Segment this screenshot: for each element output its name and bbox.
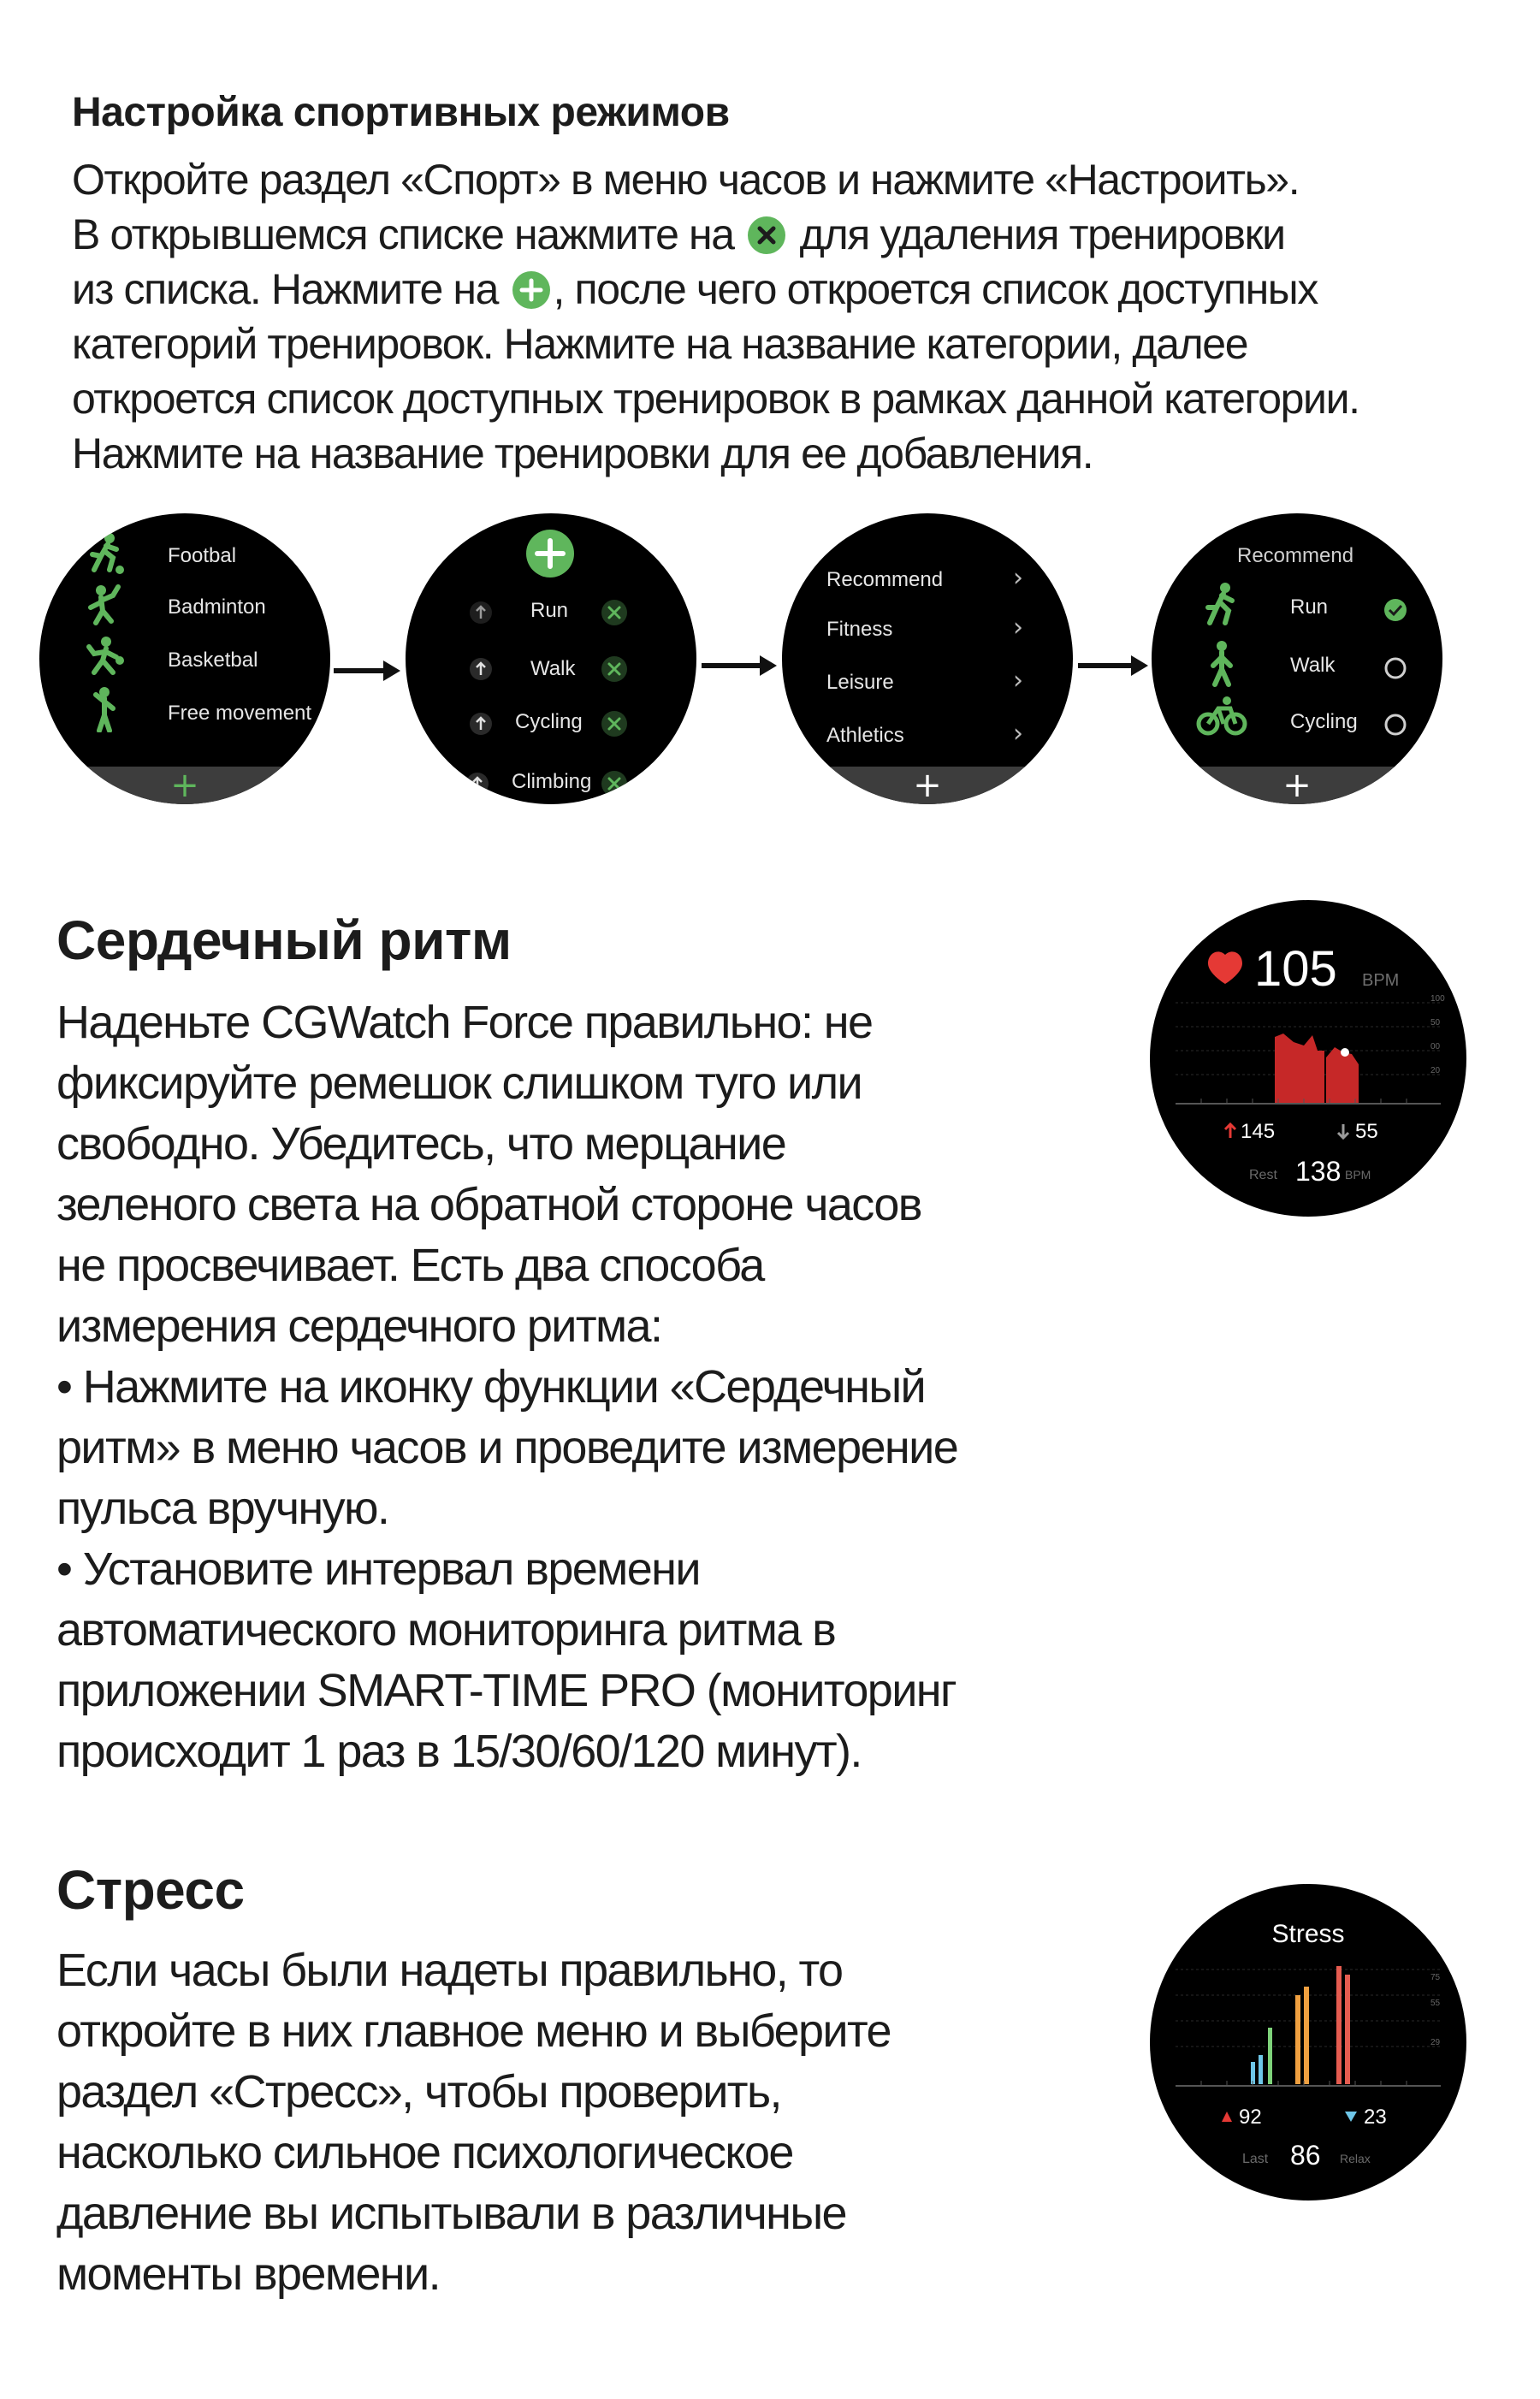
- watch-edit-list: [406, 513, 696, 804]
- watch-category-list: [782, 513, 1073, 804]
- watch-bottom-bar: [39, 767, 330, 804]
- arrow-right-icon: [700, 649, 779, 683]
- heart-text-line: свободно. Убедитесь, что мерцание: [56, 1118, 786, 1170]
- checked-circle-icon[interactable]: [1383, 597, 1408, 623]
- heart-section-text: [56, 992, 1100, 1782]
- axis-tick-label: 100: [1430, 994, 1445, 1004]
- arrow-right-icon: [1076, 649, 1150, 683]
- move-up-icon[interactable]: [469, 601, 493, 625]
- add-circle-icon: [512, 271, 550, 309]
- radio-unchecked-icon[interactable]: [1383, 712, 1408, 737]
- add-button[interactable]: +: [1282, 766, 1312, 804]
- sport-item-label[interactable]: Cycling: [1290, 710, 1358, 733]
- watch-bottom-bar: [1152, 767, 1442, 804]
- heart-text-line: приложении SMART-TIME PRO (мониторинг: [56, 1665, 957, 1716]
- relax-label: Relax: [1340, 2152, 1371, 2165]
- stress-bar: [1336, 1966, 1342, 2084]
- sports-text-line: Откройте раздел «Спорт» в меню часов и нажмите «Настроить».: [72, 156, 1300, 204]
- heart-max: 145: [1241, 1120, 1276, 1143]
- stress-bar: [1295, 1995, 1300, 2084]
- stress-max: 92: [1239, 2106, 1262, 2129]
- sport-item-label[interactable]: Badminton: [168, 595, 266, 619]
- stress-bar: [1304, 1987, 1309, 2084]
- badminton-icon: [84, 583, 127, 626]
- stress-bar: [1259, 2055, 1263, 2084]
- walk-icon: [1205, 640, 1239, 688]
- sports-text-line: [72, 262, 1509, 317]
- remove-circle-icon[interactable]: [601, 599, 628, 626]
- sport-item-label[interactable]: Cycling: [515, 710, 583, 733]
- heart-rate-screen: [1150, 900, 1466, 1217]
- rest-label: Rest: [1249, 1168, 1277, 1182]
- stress-section-text: [56, 1940, 1100, 2305]
- heart-text-line: • Установите интервал времени: [56, 1543, 700, 1595]
- triangle-down-icon: [1345, 2112, 1357, 2122]
- stress-min: 23: [1364, 2106, 1387, 2129]
- arrow-right-icon: [332, 654, 402, 688]
- heart-text-line: зеленого света на обратной стороне часов: [56, 1179, 921, 1230]
- stress-screen: [1150, 1884, 1466, 2201]
- move-up-icon[interactable]: [469, 712, 493, 736]
- heart-icon: [1208, 951, 1242, 984]
- sport-item-label[interactable]: Walk: [530, 657, 576, 680]
- free-movement-icon: [84, 686, 127, 732]
- chevron-right-icon: ›: [1013, 613, 1023, 643]
- watch-sport-list: [39, 513, 330, 804]
- category-item-label[interactable]: Fitness: [826, 618, 893, 641]
- heart-text-line: фиксируйте ремешок слишком туго или: [56, 1057, 862, 1109]
- radio-unchecked-icon[interactable]: [1383, 655, 1408, 681]
- add-button[interactable]: +: [170, 766, 199, 804]
- sport-item-label[interactable]: Run: [1290, 595, 1329, 619]
- remove-circle-icon[interactable]: [601, 770, 628, 797]
- watch-bottom-bar: [782, 767, 1073, 804]
- stress-text-line: раздел «Стресс», чтобы проверить,: [56, 2066, 781, 2118]
- sport-item-label[interactable]: Run: [530, 599, 569, 622]
- sports-text-line: категорий тренировок. Нажмите на название категории, далее: [72, 320, 1248, 368]
- heart-text-line: происходит 1 раз в 15/30/60/120 минут).: [56, 1726, 862, 1777]
- heart-text-line: Наденьте CGWatch Force правильно: не: [56, 997, 873, 1048]
- stress-bar: [1268, 2028, 1272, 2084]
- watch-select-list: [1152, 513, 1442, 804]
- chevron-right-icon: ›: [1013, 719, 1023, 749]
- rest-unit: BPM: [1345, 1168, 1371, 1182]
- watch-stress: [1150, 1884, 1466, 2201]
- sports-text-line: [72, 207, 1509, 262]
- basketball-icon: [84, 635, 127, 678]
- sports-text-fragment: В открывшемся списке нажмите на: [72, 210, 745, 258]
- sports-section-text: [72, 152, 1509, 481]
- heart-text-line: измерения сердечного ритма:: [56, 1300, 662, 1352]
- sports-text-line: Нажмите на название тренировки для ее добавления.: [72, 429, 1093, 477]
- heart-current-dot: [1341, 1048, 1349, 1057]
- last-label: Last: [1242, 2152, 1269, 2166]
- add-button[interactable]: +: [913, 766, 942, 804]
- heart-value: 105: [1254, 941, 1337, 997]
- add-circle-icon[interactable]: [525, 529, 575, 578]
- stress-text-line: откройте в них главное меню и выберите: [56, 2005, 891, 2057]
- sport-item-label[interactable]: Climbing: [512, 770, 592, 793]
- sport-item-label[interactable]: Walk: [1290, 654, 1336, 677]
- arrow-up-icon: [1225, 1124, 1235, 1138]
- stress-text-line: насколько сильное психологическое: [56, 2127, 793, 2178]
- remove-circle-icon[interactable]: [601, 710, 628, 737]
- heart-text-line: не просвечивает. Есть два способа: [56, 1240, 764, 1291]
- heart-text-line: • Нажмите на иконку функции «Сердечный: [56, 1361, 926, 1413]
- axis-tick-label: 20: [1430, 1066, 1441, 1075]
- watch-header: Recommend: [1237, 544, 1354, 567]
- heart-text-line: ритм» в меню часов и проведите измерение: [56, 1422, 958, 1473]
- run-icon: [1199, 582, 1242, 626]
- football-icon: [84, 532, 127, 575]
- watch-heart-rate: [1150, 900, 1466, 1217]
- stress-text-line: моменты времени.: [56, 2248, 440, 2300]
- axis-tick-label: 55: [1430, 1999, 1441, 2008]
- sports-text-fragment: для удаления тренировки: [789, 210, 1285, 258]
- heart-text-line: автоматического мониторинга ритма в: [56, 1604, 836, 1656]
- sport-item-label[interactable]: Basketbal: [168, 649, 258, 672]
- heart-area: [1275, 1034, 1324, 1104]
- stress-text-line: давление вы испытывали в различные: [56, 2188, 846, 2239]
- sports-text-fragment: из списка. Нажмите на: [72, 265, 509, 313]
- axis-tick-label: 75: [1430, 1973, 1441, 1982]
- chevron-right-icon: ›: [1013, 563, 1023, 593]
- heart-section-title: Сердечный ритм: [56, 909, 512, 971]
- arrow-down-icon: [1338, 1124, 1348, 1138]
- cycling-icon: [1196, 696, 1247, 736]
- heart-text-line: пульса вручную.: [56, 1483, 389, 1534]
- sport-item-label[interactable]: Footbal: [168, 544, 237, 567]
- move-up-icon[interactable]: [465, 772, 489, 796]
- axis-tick-label: 29: [1430, 2038, 1441, 2047]
- heart-min: 55: [1355, 1120, 1378, 1143]
- heart-unit: BPM: [1362, 971, 1400, 990]
- category-item-label[interactable]: Leisure: [826, 671, 894, 694]
- remove-circle-icon[interactable]: [601, 655, 628, 683]
- sports-section-title: Настройка спортивных режимов: [72, 90, 730, 135]
- stress-bar: [1345, 1975, 1350, 2084]
- remove-circle-icon: [748, 216, 785, 254]
- chevron-right-icon: ›: [1013, 666, 1023, 696]
- sports-text-line: откроется список доступных тренировок в рамках данной категории.: [72, 375, 1359, 423]
- axis-tick-label: 50: [1430, 1018, 1441, 1028]
- axis-tick-label: 00: [1430, 1042, 1441, 1051]
- move-up-icon[interactable]: [469, 657, 493, 681]
- category-item-label[interactable]: Recommend: [826, 568, 944, 591]
- rest-value: 138: [1295, 1156, 1342, 1187]
- last-value: 86: [1290, 2140, 1321, 2171]
- category-item-label[interactable]: Athletics: [826, 724, 904, 747]
- stress-header: Stress: [1271, 1920, 1345, 1948]
- stress-text-line: Если часы были надеты правильно, то: [56, 1945, 843, 1996]
- triangle-up-icon: [1222, 2112, 1232, 2122]
- stress-section-title: Стресс: [56, 1859, 245, 1921]
- sport-item-label[interactable]: Free movement: [168, 702, 312, 725]
- sports-text-fragment: , после чего откроется список доступных: [553, 265, 1318, 313]
